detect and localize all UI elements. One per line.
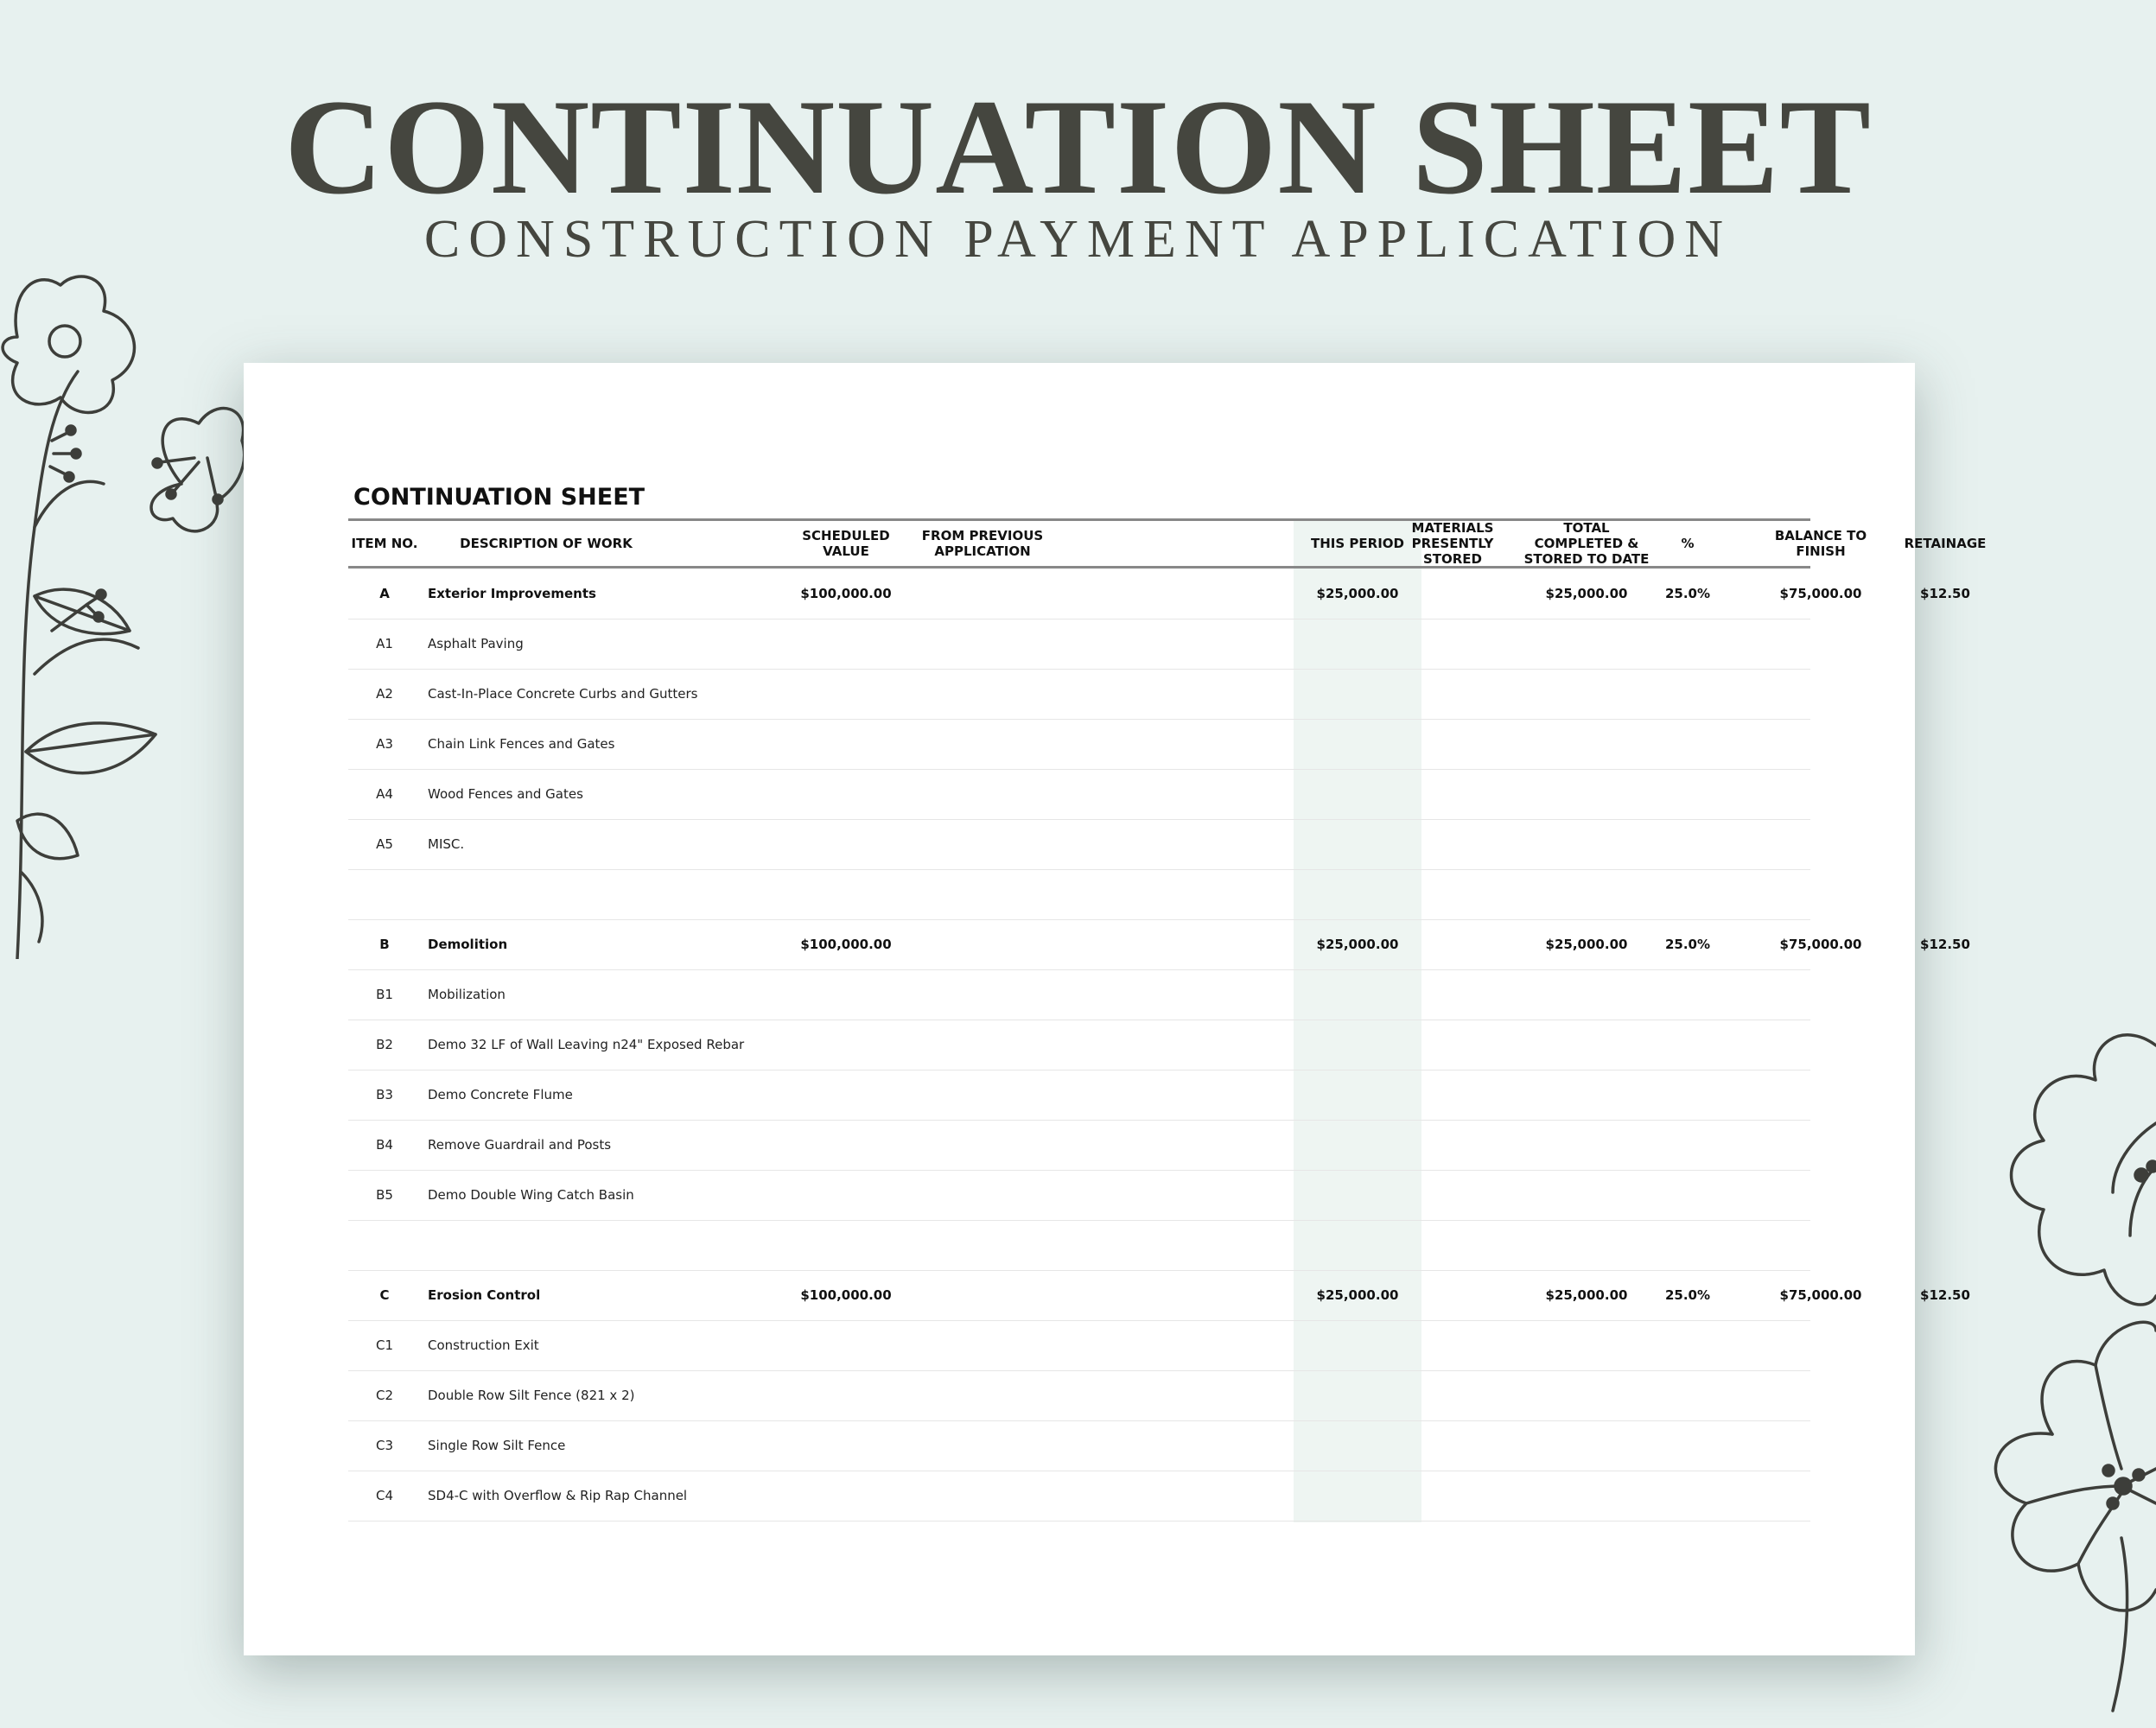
cell-item-no: B1 [376, 987, 393, 1002]
cell-balance-to-finish: $75,000.00 [1779, 1287, 1862, 1303]
table-row [348, 1320, 1810, 1371]
table-row [348, 1220, 1810, 1271]
header-this-period: THIS PERIOD [1311, 536, 1404, 551]
cell-item-no: C [379, 1287, 390, 1303]
header-percent: % [1681, 536, 1695, 551]
cell-retainage: $12.50 [1920, 586, 1970, 601]
table-row-group [348, 1270, 1970, 1321]
cell-description: Demo Double Wing Catch Basin [428, 1187, 634, 1203]
cell-percent: 25.0% [1664, 937, 1711, 952]
cell-description: Mobilization [428, 987, 506, 1002]
header-previous-application: FROM PREVIOUS APPLICATION [921, 528, 1044, 559]
cell-balance-to-finish: $75,000.00 [1779, 937, 1862, 952]
cell-item-no [348, 869, 421, 919]
floral-line-art-icon [0, 268, 251, 959]
table-row [348, 819, 1810, 870]
cell-item-no [348, 1220, 421, 1270]
cell-description [421, 869, 428, 919]
table-row [348, 1120, 1810, 1171]
floral-line-art-icon [1897, 1020, 2156, 1728]
cell-item-no: B2 [376, 1037, 393, 1052]
cell-item-no: B [379, 937, 390, 952]
page-title: CONTINUATION SHEET [284, 72, 1872, 223]
table-row [348, 1471, 1810, 1522]
header-retainage: RETAINAGE [1904, 536, 1987, 551]
cell-description: Wood Fences and Gates [428, 786, 583, 802]
table-row [348, 1370, 1810, 1421]
cell-item-no: C4 [375, 1488, 394, 1503]
header-scheduled-value: SCHEDULED VALUE [802, 528, 890, 559]
cell-retainage: $12.50 [1920, 937, 1970, 952]
table-row [348, 669, 1810, 720]
cell-description: Chain Link Fences and Gates [428, 736, 615, 752]
table-header [348, 518, 1987, 569]
cell-description: Remove Guardrail and Posts [428, 1137, 612, 1153]
cell-description: MISC. [428, 836, 465, 852]
table-row-group [348, 919, 1970, 970]
cell-percent: 25.0% [1664, 1287, 1711, 1303]
cell-description: Asphalt Paving [428, 636, 524, 651]
cell-item-no: B5 [376, 1187, 393, 1203]
header-item-no: ITEM NO. [351, 536, 418, 551]
table-row [348, 619, 1810, 670]
cell-balance-to-finish: $75,000.00 [1779, 586, 1862, 601]
cell-item-no: A4 [376, 786, 393, 802]
table-row [348, 719, 1810, 770]
cell-item-no: A1 [376, 636, 393, 651]
table-row [348, 1020, 1810, 1070]
cell-description [421, 1220, 428, 1270]
cell-item-no: C1 [375, 1337, 394, 1353]
cell-item-no: A3 [376, 736, 393, 752]
cell-description: Erosion Control [428, 1287, 541, 1303]
cell-item-no: A [379, 586, 390, 601]
header-balance-to-finish: BALANCE TO FINISH [1774, 528, 1867, 559]
continuation-sheet-page [244, 363, 1987, 1655]
table-row [348, 769, 1810, 820]
cell-description: Demo Concrete Flume [428, 1087, 573, 1102]
cell-item-no: A5 [376, 836, 393, 852]
cell-scheduled-value: $100,000.00 [800, 586, 892, 601]
cell-this-period: $25,000.00 [1316, 1287, 1399, 1303]
cell-percent: 25.0% [1664, 586, 1711, 601]
cell-total-completed: $25,000.00 [1545, 586, 1628, 601]
cell-scheduled-value: $100,000.00 [800, 1287, 892, 1303]
cell-retainage: $12.50 [1920, 1287, 1970, 1303]
table-row-group [348, 569, 1970, 619]
table-row [348, 1070, 1810, 1121]
table-row [348, 869, 1810, 920]
table-row [348, 1170, 1810, 1221]
cell-this-period: $25,000.00 [1316, 586, 1399, 601]
table-row [348, 969, 1810, 1020]
cell-item-no: B4 [376, 1137, 393, 1153]
cell-description: Double Row Silt Fence (821 x 2) [428, 1388, 635, 1403]
cell-total-completed: $25,000.00 [1545, 1287, 1628, 1303]
header-description: DESCRIPTION OF WORK [460, 536, 633, 551]
cell-description: Cast-In-Place Concrete Curbs and Gutters [428, 686, 698, 702]
cell-item-no: C3 [375, 1438, 394, 1453]
cell-description: Demo 32 LF of Wall Leaving n24" Exposed Rebar [428, 1037, 745, 1052]
sheet-title: CONTINUATION SHEET [353, 484, 646, 511]
cell-scheduled-value: $100,000.00 [800, 937, 892, 952]
header-total-completed: TOTAL COMPLETED & STORED TO DATE [1523, 520, 1650, 567]
cell-item-no: C2 [375, 1388, 394, 1403]
cell-this-period: $25,000.00 [1316, 937, 1399, 952]
page-subtitle: CONSTRUCTION PAYMENT APPLICATION [423, 210, 1733, 269]
table-row [348, 1420, 1810, 1471]
cell-description: Single Row Silt Fence [428, 1438, 566, 1453]
cell-item-no: A2 [376, 686, 393, 702]
cell-description: SD4-C with Overflow & Rip Rap Channel [428, 1488, 688, 1503]
cell-description: Demolition [428, 937, 508, 952]
cell-item-no: B3 [376, 1087, 393, 1102]
cell-description: Construction Exit [428, 1337, 539, 1353]
cell-description: Exterior Improvements [428, 586, 596, 601]
header-materials-stored: MATERIALS PRESENTLY STORED [1411, 520, 1494, 567]
cell-total-completed: $25,000.00 [1545, 937, 1628, 952]
